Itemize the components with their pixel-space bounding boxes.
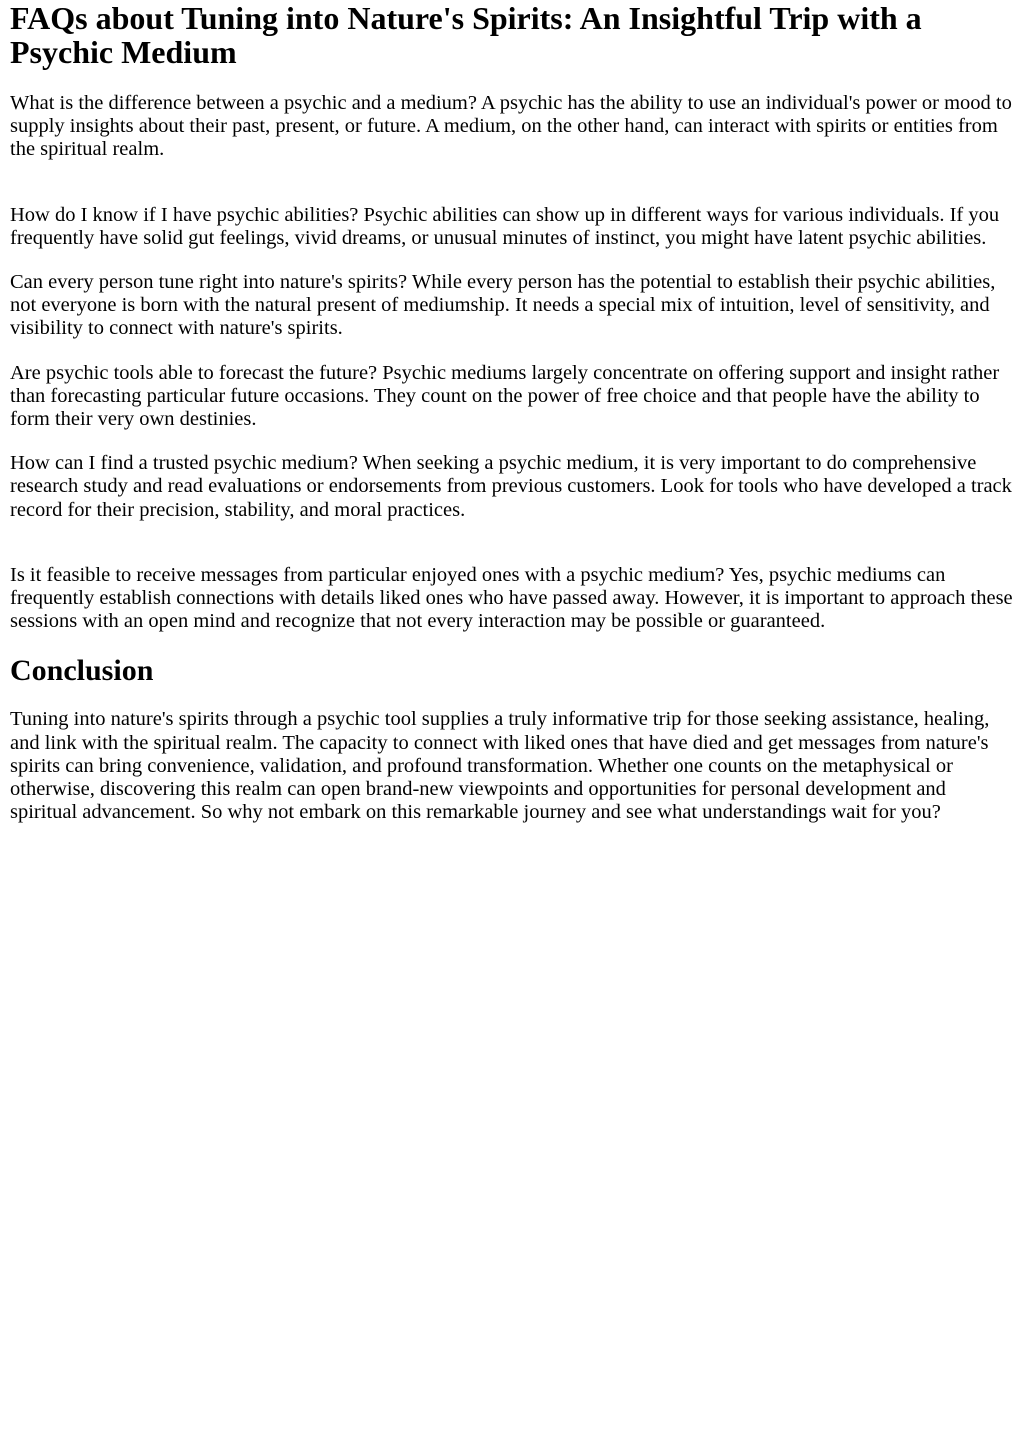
faq-paragraph: How do I know if I have psychic abilities? Psychic abilities can show up in different ways for various individuals. If you frequently have solid gut feelings, vivid dreams, or unusual minutes of instinct, you might have latent psychic abilities. xyxy=(10,203,1000,249)
conclusion-heading: Conclusion xyxy=(10,654,154,688)
faq-paragraph: Can every person tune right into nature's spirits? While every person has the potential to establish their psychic abilities, not everyone is born with the natural present of mediumship. It needs a special mix of intuition, level of sensitivity, and visibility to connect with nature's spirits. xyxy=(10,271,996,340)
page-title: FAQs about Tuning into Nature's Spirits: An Insightful Trip with a Psychic Medium xyxy=(10,0,922,70)
conclusion-paragraph: Tuning into nature's spirits through a psychic tool supplies a truly informative trip for those seeking assistance, healing, and link with the spiritual realm. The capacity to connect with liked ones that have died and get messages from nature's spirits can bring convenience, validation, and profound transformation. Whether one counts on the metaphysical or otherwise, discovering this realm can open brand-new viewpoints and opportunities for personal development and spiritual advancement. So why not embark on this remarkable journey and see what understandings wait for you? xyxy=(10,708,990,824)
spacer xyxy=(10,183,1014,204)
faq-paragraph: What is the difference between a psychic and a medium? A psychic has the ability to use an individual's power or mood to supply insights about their past, present, or future. A medium, on the other hand, can interact with spirits or entities from the spiritual realm. xyxy=(10,92,1012,161)
faq-paragraph: Is it feasible to receive messages from particular enjoyed ones with a psychic medium? Yes, psychic mediums can frequently establish connections with details liked ones who have passed away. However, it is important to approach these sessions with an open mind and recognize that not every interaction may be possible or guaranteed. xyxy=(10,563,1013,633)
faq-paragraph: Are psychic tools able to forecast the future? Psychic mediums largely concentrate on offering support and insight rather than forecasting particular future occasions. They count on the power of free choice and that people have the ability to form their very own destinies. xyxy=(10,361,1000,431)
faq-paragraph: How can I find a trusted psychic medium? When seeking a psychic medium, it is very important to do comprehensive research study and read evaluations or endorsements from previous customers. Look for tools who have developed a track record for their precision, stability, and moral practices. xyxy=(10,452,1012,521)
spacer xyxy=(10,543,1014,564)
